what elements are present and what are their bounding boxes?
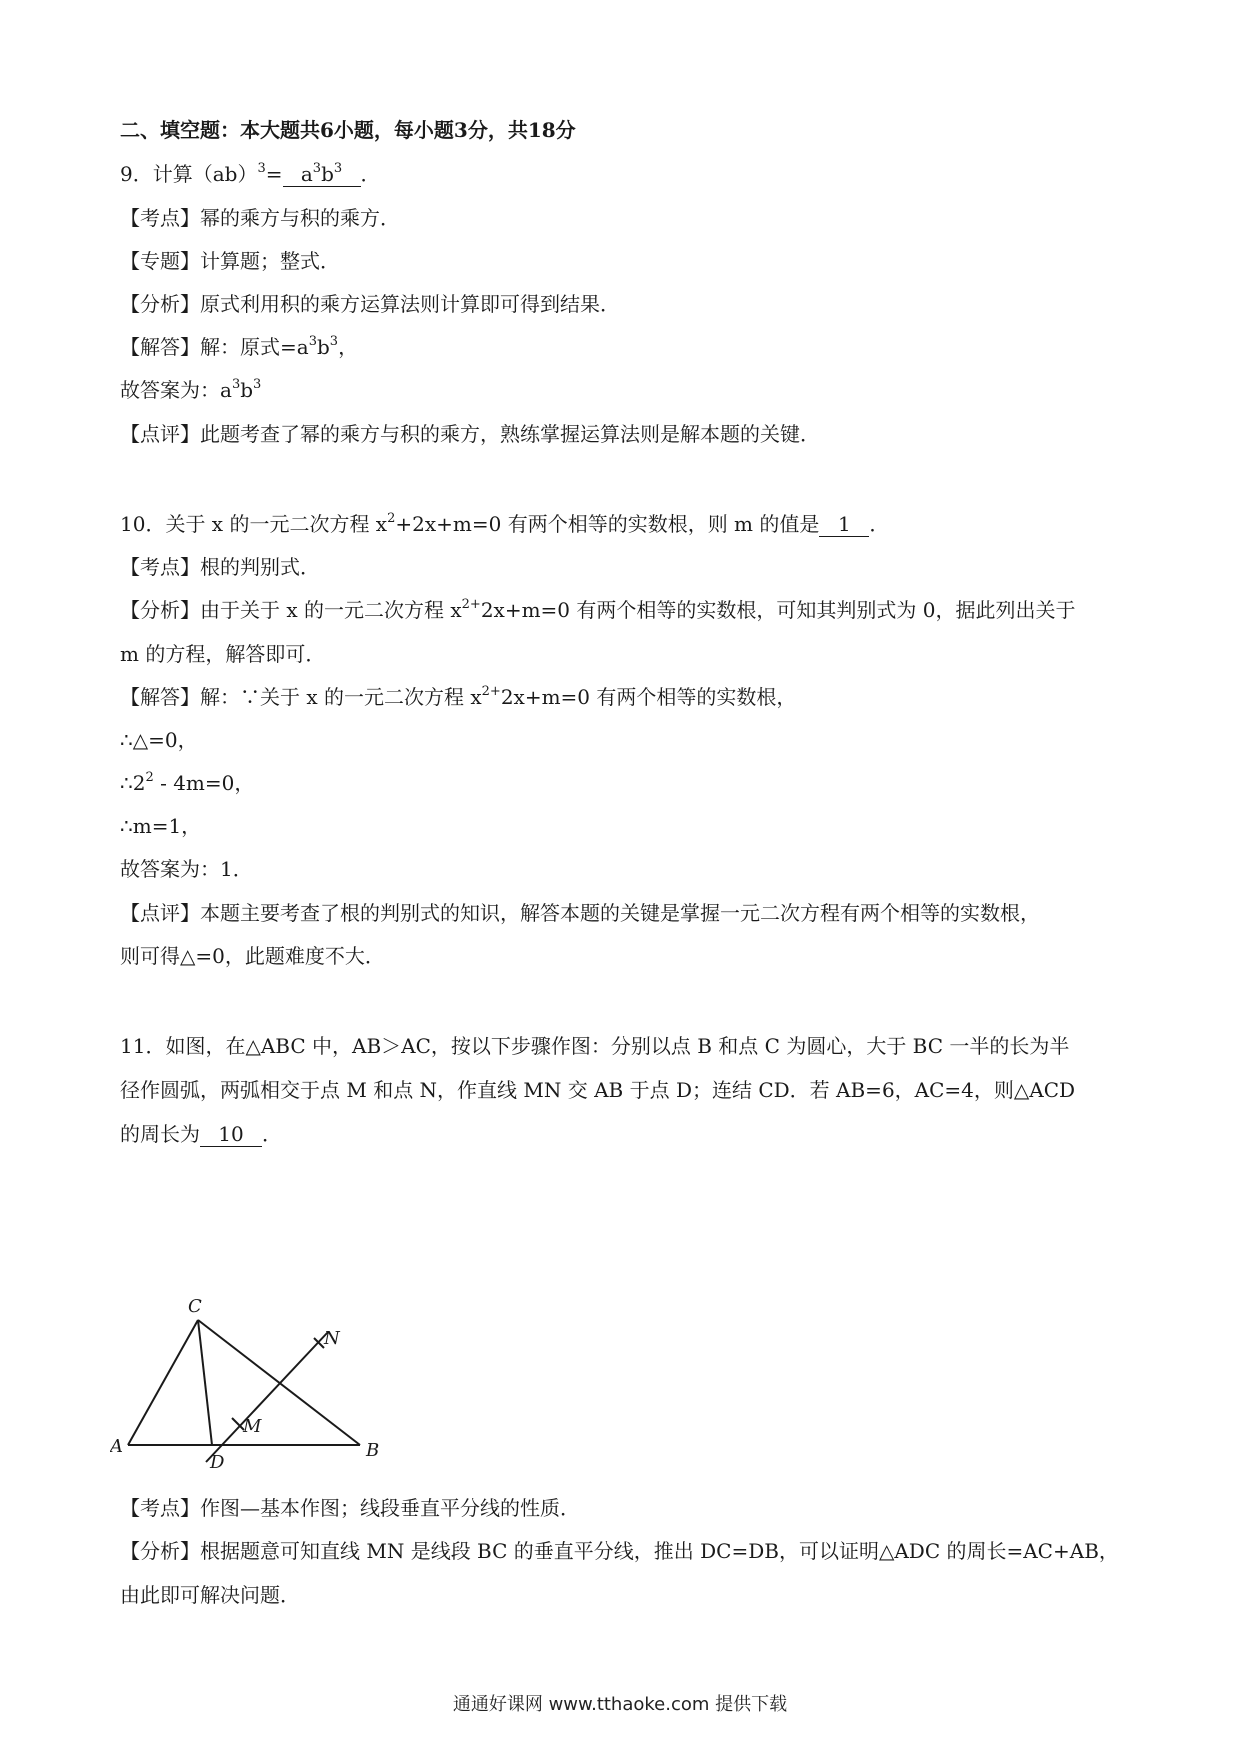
footer-watermark: 通通好课网 www.tthaoke.com 提供下载 (452, 1694, 788, 1715)
segment-ac (128, 1320, 198, 1445)
q10-fenxi-line2: m 的方程，解答即可． (120, 642, 326, 666)
q9-jieda-sup1: 3 (308, 334, 317, 349)
q11-stem-line1: 11．如图，在△ABC 中，AB＞AC，按以下步骤作图：分别以点 B 和点 C 为圆心，大于 BC 一半的长为半 (120, 1034, 1070, 1058)
q9-answer-sup-a: 3 (312, 161, 322, 176)
q11-fenxi-line1: 【分析】根据题意可知直线 MN 是线段 BC 的垂直平分线，推出 DC=DB，可以证明△ADC 的周长=AC+AB， (120, 1539, 1119, 1563)
q10-dianping-line1: 【点评】本题主要考查了根的判别式的知识，解答本题的关键是掌握一元二次方程有两个相等的实数根， (120, 901, 1040, 925)
q9-answer-mid: b (240, 378, 254, 402)
q9-jieda (120, 333, 358, 361)
q10-kaodian: 【考点】根的判别式． (120, 555, 320, 579)
q10-jieda-prefix: 【解答】解：∵关于 x 的一元二次方程 x (120, 685, 482, 709)
label-b: B (366, 1440, 380, 1461)
q10-step2-rest: - 4m=0， (153, 771, 255, 795)
section-title: 二、填空题：本大题共6小题，每小题3分，共18分 (120, 118, 576, 142)
q11-fenxi-line2: 由此即可解决问题． (120, 1583, 300, 1607)
segment-cd (198, 1320, 212, 1445)
q9-answer-blank (283, 162, 361, 187)
q9-kaodian: 【考点】幂的乘方与积的乘方． (120, 206, 400, 230)
q10-stem-end: ． (869, 512, 890, 536)
q10-step2-sup: 2 (145, 770, 154, 785)
q9-answer-line-sup2: 3 (253, 377, 262, 392)
q9-answer-prefix: 故答案为：a (120, 378, 232, 402)
q10-step2-prefix: ∴2 (120, 771, 146, 795)
q9-jieda-prefix: 【解答】解：原式=a (120, 335, 309, 359)
q11-stem-line3-prefix: 的周长为 (120, 1122, 200, 1146)
line-mn (206, 1332, 328, 1462)
q9-answer-sup-b: 3 (333, 161, 343, 176)
q9-stem (120, 160, 381, 188)
q11-answer-blank: 10 (200, 1122, 262, 1147)
q10-fenxi-sup: 2+ (461, 597, 481, 612)
q10-step2 (120, 769, 254, 797)
q10-stem-sup: 2 (387, 511, 396, 526)
q10-dianping-line2: 则可得△=0，此题难度不大． (120, 944, 385, 968)
q11-stem-line3 (120, 1120, 282, 1148)
q9-answer-b: b (321, 162, 334, 186)
q11-stem-end: ． (262, 1122, 282, 1146)
q9-stem-sup: 3 (257, 161, 266, 176)
label-a: A (110, 1436, 123, 1457)
q10-answer-line: 故答案为：1． (120, 857, 253, 881)
label-m: M (243, 1416, 262, 1437)
q10-jieda-sup: 2+ (481, 684, 501, 699)
label-n: N (324, 1328, 340, 1349)
q10-jieda (120, 683, 796, 711)
q9-answer-line-sup1: 3 (231, 377, 241, 392)
q10-fenxi-rest: 2x+m=0 有两个相等的实数根，可知其判别式为 0，据此列出关于 (480, 598, 1076, 622)
q10-fenxi (120, 596, 1075, 624)
triangle-figure (110, 1290, 420, 1475)
q9-stem-prefix: 9．计算（ab） (120, 162, 258, 186)
label-d: D (210, 1452, 225, 1473)
q9-dianping: 【点评】此题考查了幂的乘方与积的乘方，熟练掌握运算法则是解本题的关键． (120, 422, 820, 446)
q9-jieda-end: ， (338, 335, 359, 359)
q9-stem-end: ． (360, 162, 381, 186)
q11-stem-line2: 径作圆弧，两弧相交于点 M 和点 N，作直线 MN 交 AB 于点 D；连结 CD．若 AB=6，AC=4，则△ACD (120, 1078, 1076, 1102)
q10-stem (120, 510, 889, 538)
q10-stem-prefix: 10．关于 x 的一元二次方程 x (120, 512, 388, 536)
q10-step3: ∴m=1， (120, 814, 202, 838)
q9-stem-eq: = (265, 162, 283, 186)
q10-answer-blank: 1 (819, 512, 869, 537)
q9-answer-a: a (300, 162, 313, 186)
q10-step1: ∴△=0， (120, 728, 198, 752)
q10-fenxi-prefix: 【分析】由于关于 x 的一元二次方程 x (120, 598, 462, 622)
q10-stem-mid: +2x+m=0 有两个相等的实数根，则 m 的值是 (395, 512, 820, 536)
q9-answer-line (120, 376, 261, 404)
label-c: C (188, 1296, 202, 1317)
q10-jieda-rest: 2x+m=0 有两个相等的实数根， (500, 685, 797, 709)
q9-jieda-sup2: 3 (329, 334, 339, 349)
q11-kaodian: 【考点】作图—基本作图；线段垂直平分线的性质． (120, 1496, 580, 1520)
q9-fenxi: 【分析】原式利用积的乘方运算法则计算即可得到结果． (120, 292, 620, 316)
q9-jieda-mid: b (316, 335, 330, 359)
q9-zhuanti: 【专题】计算题；整式． (120, 249, 340, 273)
